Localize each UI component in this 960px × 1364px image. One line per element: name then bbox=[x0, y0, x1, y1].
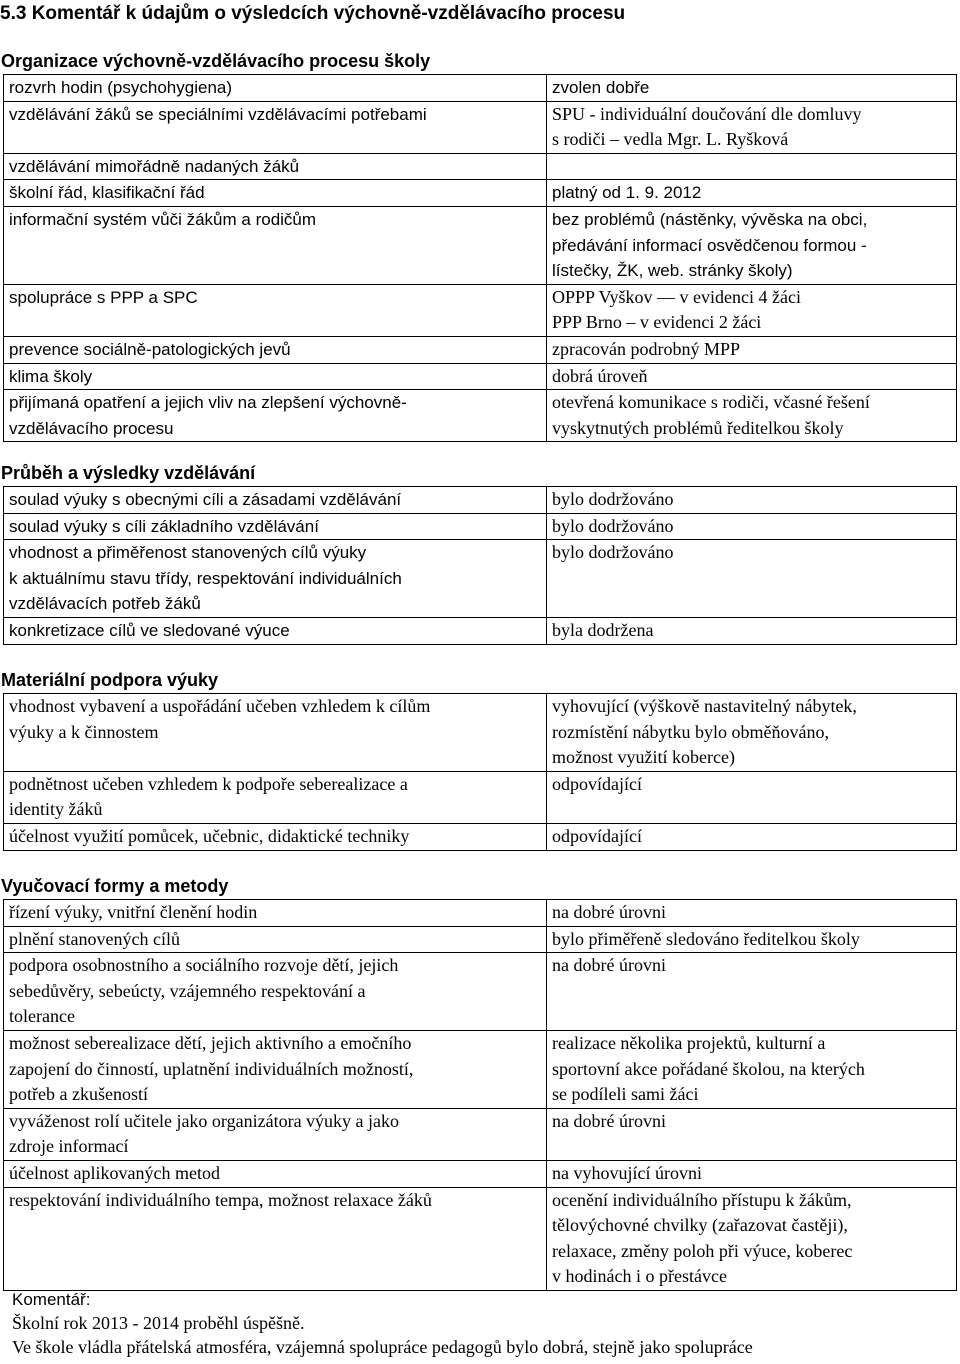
label-line: identity žáků bbox=[9, 799, 103, 820]
table-row bbox=[4, 513, 957, 540]
label-line: podpora osobnostního a sociálního rozvoje dětí, jejich bbox=[9, 955, 399, 976]
value-line: otevřená komunikace s rodiči, včasné řešení bbox=[552, 392, 870, 413]
label-line: sebedůvěry, sebeúcty, vzájemného respektování a bbox=[9, 980, 366, 1001]
table-row bbox=[4, 75, 957, 102]
table-row bbox=[4, 953, 957, 1031]
value-line: bez problémů (nástěnky, vývěska na obci, bbox=[552, 209, 868, 229]
row-label: respektování individuálního tempa, možnost relaxace žáků bbox=[4, 1187, 547, 1290]
row-label: vzdělávání žáků se speciálními vzdělávacími potřebami bbox=[4, 101, 547, 153]
table-row bbox=[4, 390, 957, 442]
material-table bbox=[3, 693, 957, 851]
row-value bbox=[547, 101, 957, 153]
row-value bbox=[547, 1030, 957, 1108]
table-row bbox=[4, 926, 957, 953]
label-line: zapojení do činností, uplatnění individuálních možností, bbox=[9, 1058, 414, 1079]
row-label: rozvrh hodin (psychohygiena) bbox=[4, 75, 547, 102]
table-row bbox=[4, 823, 957, 850]
row-value: platný od 1. 9. 2012 bbox=[547, 180, 957, 207]
value-line: ocenění individuálního přístupu k žákům, bbox=[552, 1189, 852, 1210]
row-value: na dobré úrovni bbox=[547, 953, 957, 1031]
value-line: SPU - individuální doučování dle domluvy bbox=[552, 103, 862, 124]
org-section-title: Organizace výchovně-vzdělávacího procesu školy bbox=[1, 51, 431, 71]
row-label: plnění stanovených cílů bbox=[4, 926, 547, 953]
label-line: možnost seberealizace dětí, jejich aktivního a emočního bbox=[9, 1032, 412, 1053]
row-label bbox=[4, 1108, 547, 1160]
row-value bbox=[547, 284, 957, 336]
row-value: dobrá úroveň bbox=[547, 363, 957, 390]
table-row bbox=[4, 1187, 957, 1290]
row-value: bylo dodržováno bbox=[547, 487, 957, 514]
row-label: konkretizace cílů ve sledované výuce bbox=[4, 617, 547, 644]
row-label bbox=[4, 771, 547, 823]
row-value: bylo dodržováno bbox=[547, 513, 957, 540]
table-row bbox=[4, 487, 957, 514]
row-value: byla dodržena bbox=[547, 617, 957, 644]
table-row bbox=[4, 617, 957, 644]
table-row bbox=[4, 206, 957, 284]
label-line: vhodnost a přiměřenost stanovených cílů výuky bbox=[9, 543, 367, 563]
value-line: vyskytnutých problémů ředitelkou školy bbox=[552, 417, 844, 438]
table-row bbox=[4, 363, 957, 390]
comment-line-2: Ve škole vládla přátelská atmosféra, vzájemná spolupráce pedagogů bylo dobrá, stejně jako spolupráce bbox=[12, 1337, 753, 1357]
row-label bbox=[4, 390, 547, 442]
row-label bbox=[4, 1030, 547, 1108]
row-value bbox=[547, 153, 957, 180]
label-line: vzdělávacího procesu bbox=[9, 418, 174, 438]
formy-table bbox=[3, 899, 957, 1291]
row-value: zpracován podrobný MPP bbox=[547, 336, 957, 363]
row-label bbox=[4, 953, 547, 1031]
row-label: účelnost aplikovaných metod bbox=[4, 1160, 547, 1187]
row-label: účelnost využití pomůcek, učebnic, didaktické techniky bbox=[4, 823, 547, 850]
label-line: tolerance bbox=[9, 1006, 75, 1027]
label-line: vzdělávacích potřeb žáků bbox=[9, 594, 201, 614]
table-row bbox=[4, 771, 957, 823]
table-row bbox=[4, 540, 957, 618]
table-row bbox=[4, 153, 957, 180]
value-line: předávání informací osvědčenou formou - bbox=[552, 235, 867, 255]
value-line: v hodinách i o přestávce bbox=[552, 1266, 727, 1287]
value-line: s rodiči – vedla Mgr. L. Ryšková bbox=[552, 129, 789, 150]
table-row bbox=[4, 1108, 957, 1160]
row-value: bylo dodržováno bbox=[547, 540, 957, 618]
material-section-title: Materiální podpora výuky bbox=[1, 670, 219, 690]
row-value: na vyhovující úrovni bbox=[547, 1160, 957, 1187]
value-line: realizace několika projektů, kulturní a bbox=[552, 1032, 826, 1053]
comment-label: Komentář: bbox=[12, 1290, 91, 1309]
table-row bbox=[4, 336, 957, 363]
table-row bbox=[4, 694, 957, 772]
prubeh-table bbox=[3, 486, 957, 645]
section-heading: 5.3 Komentář k údajům o výsledcích výchovně-vzdělávacího procesu bbox=[0, 3, 626, 24]
table-row bbox=[4, 180, 957, 207]
row-value: bylo přiměřeně sledováno ředitelkou školy bbox=[547, 926, 957, 953]
table-row bbox=[4, 1030, 957, 1108]
row-label: vzdělávání mimořádně nadaných žáků bbox=[4, 153, 547, 180]
row-label: spolupráce s PPP a SPC bbox=[4, 284, 547, 336]
row-label: soulad výuky s cíli základního vzdělávání bbox=[4, 513, 547, 540]
label-line: výuky a k činnostem bbox=[9, 721, 159, 742]
row-label bbox=[4, 694, 547, 772]
formy-section-title: Vyučovací formy a metody bbox=[1, 876, 229, 896]
value-line: vyhovující (výškově nastavitelný nábytek, bbox=[552, 696, 857, 716]
value-line: se podíleli sami žáci bbox=[552, 1084, 699, 1105]
value-line: rozmístění nábytku bylo obměňováno, bbox=[552, 721, 829, 742]
value-line: tělovýchovné chvilky (zařazovat častěji), bbox=[552, 1215, 848, 1236]
org-table bbox=[3, 74, 957, 442]
row-value: na dobré úrovni bbox=[547, 1108, 957, 1160]
label-line: zdroje informací bbox=[9, 1136, 129, 1157]
row-value: na dobré úrovni bbox=[547, 900, 957, 927]
prubeh-section-title: Průběh a výsledky vzdělávání bbox=[1, 463, 256, 483]
row-label: klima školy bbox=[4, 363, 547, 390]
value-line: OPPP Vyškov — v evidenci 4 žáci bbox=[552, 286, 801, 307]
row-value bbox=[547, 390, 957, 442]
table-row bbox=[4, 101, 957, 153]
row-label: školní řád, klasifikační řád bbox=[4, 180, 547, 207]
label-line: přijímaná opatření a jejich vliv na zlepšení výchovně- bbox=[9, 393, 407, 413]
label-line: k aktuálnímu stavu třídy, respektování individuálních bbox=[9, 568, 402, 588]
label-line: vyváženost rolí učitele jako organizátora výuky a jako bbox=[9, 1110, 400, 1131]
value-line: PPP Brno – v evidenci 2 žáci bbox=[552, 312, 762, 333]
row-label: informační systém vůči žákům a rodičům bbox=[4, 206, 547, 284]
row-value bbox=[547, 694, 957, 772]
row-label: soulad výuky s obecnými cíli a zásadami vzdělávání bbox=[4, 487, 547, 514]
row-value: odpovídající bbox=[547, 771, 957, 823]
row-value: zvolen dobře bbox=[547, 75, 957, 102]
label-line: podnětnost učeben vzhledem k podpoře seberealizace a bbox=[9, 773, 408, 794]
row-label: prevence sociálně-patologických jevů bbox=[4, 336, 547, 363]
row-value: odpovídající bbox=[547, 823, 957, 850]
value-line: možnost využití koberce) bbox=[552, 747, 735, 768]
value-line: relaxace, změny poloh při výuce, koberec bbox=[552, 1240, 853, 1261]
row-value bbox=[547, 206, 957, 284]
row-value bbox=[547, 1187, 957, 1290]
comment-line-1: Školní rok 2013 - 2014 proběhl úspěšně. bbox=[12, 1313, 305, 1333]
table-row bbox=[4, 900, 957, 927]
table-row bbox=[4, 284, 957, 336]
value-line: sportovní akce pořádané školou, na kterých bbox=[552, 1058, 865, 1079]
label-line: potřeb a zkušeností bbox=[9, 1084, 148, 1105]
table-row bbox=[4, 1160, 957, 1187]
value-line: lístečky, ŽK, web. stránky školy) bbox=[552, 261, 793, 281]
row-label bbox=[4, 540, 547, 618]
row-label: řízení výuky, vnitřní členění hodin bbox=[4, 900, 547, 927]
label-line: vhodnost vybavení a uspořádání učeben vzhledem k cílům bbox=[9, 696, 431, 716]
